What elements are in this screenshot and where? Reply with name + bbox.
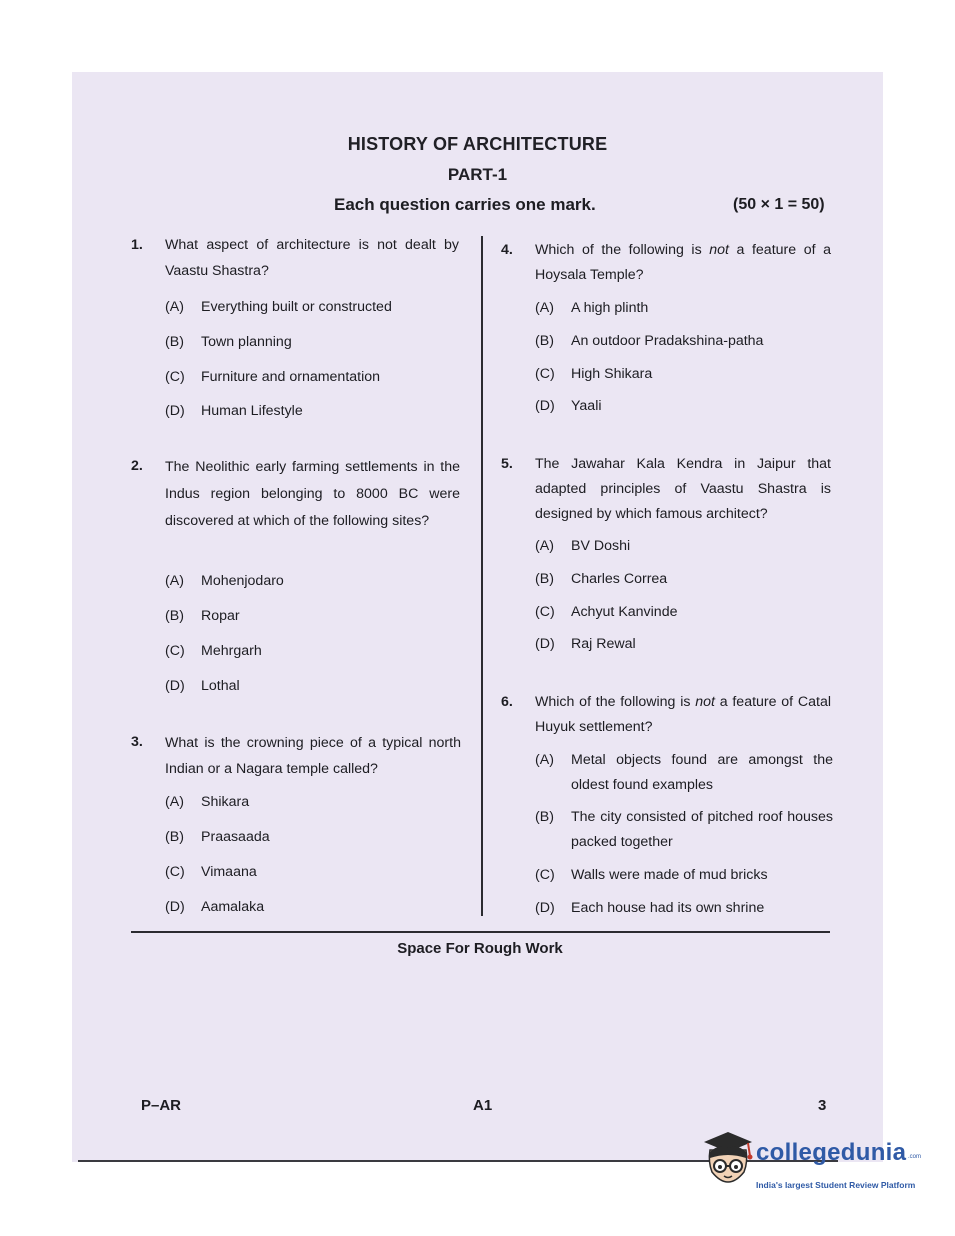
question-number: 4. [501,242,513,258]
question-text: What is the crowning piece of a typical north Indian or a Nagara temple called? [165,735,461,777]
student-mascot-icon [698,1130,756,1200]
option-label: (D) [165,678,185,694]
option-label: (C) [535,366,555,382]
option-label: (B) [165,608,184,624]
option-label: (C) [535,867,555,883]
option-label: (A) [165,794,184,810]
option-text: Metal objects found are amongst the oldest found examples [571,752,833,793]
option-text: Everything built or constructed [201,299,392,315]
option-text: Yaali [571,398,602,414]
question-number: 5. [501,456,513,472]
option-text: Achyut Kanvinde [571,604,678,620]
option-label: (A) [535,538,554,554]
option-text: Mehrgarh [201,643,262,659]
question-number: 1. [131,237,143,253]
option-label: (D) [165,403,185,419]
brand-tagline: India's largest Student Review Platform [756,1180,916,1190]
option-text: A high plinth [571,300,649,316]
question-number: 6. [501,694,513,710]
option-label: (A) [165,573,184,589]
question-text: What aspect of architecture is not dealt by Vaastu Shastra? [165,237,459,279]
option-label: (B) [535,809,554,825]
rough-work-heading: Space For Rough Work [397,940,563,957]
option-text: An outdoor Pradakshina-patha [571,333,764,349]
option-text: High Shikara [571,366,653,382]
option-label: (C) [535,604,555,620]
option-label: (B) [165,829,184,845]
question-text: Which of the following is not a feature of Catal Huyuk settlement? [535,694,831,735]
option-label: (B) [535,333,554,349]
question-text: The Neolithic early farming settlements in the Indus region belonging to 8000 BC were discovered at which of the following sites? [165,459,460,529]
option-text: Shikara [201,794,250,810]
section-divider [131,931,830,933]
option-label: (B) [165,334,184,350]
page-title: HISTORY OF ARCHITECTURE [347,134,608,154]
question-number: 3. [131,734,143,750]
option-label: (A) [535,752,554,768]
option-label: (D) [535,636,555,652]
option-text: Ropar [201,608,240,624]
option-text: The city consisted of pitched roof houses packed together [571,809,833,850]
option-text: Charles Correa [571,571,668,587]
page-number: 3 [818,1097,827,1114]
question-text: The Jawahar Kala Kendra in Jaipur that adapted principles of Vaastu Shastra is designed by which famous architect? [535,456,831,522]
brand-domain: .com [908,1154,922,1160]
question-text: Which of the following is not a feature of a Hoysala Temple? [535,242,831,283]
option-label: (D) [535,398,555,414]
column-divider [481,236,483,916]
collegedunia-logo [698,1130,928,1200]
option-label: (B) [535,571,554,587]
option-label: (A) [165,299,184,315]
option-text: Walls were made of mud bricks [571,867,768,883]
option-text: Each house had its own shrine [571,900,765,916]
option-text: Lothal [201,678,240,694]
option-label: (A) [535,300,554,316]
marks-scheme: (50 × 1 = 50) [733,196,825,213]
option-text: BV Doshi [571,538,631,554]
question-number: 2. [131,458,143,474]
option-text: Praasaada [201,829,270,845]
option-label: (C) [165,864,185,880]
option-text: Town planning [201,334,292,350]
footer-code: P–AR [141,1097,182,1114]
brand-name: collegedunia [756,1139,907,1166]
option-label: (C) [165,369,185,385]
part-heading: PART-1 [447,165,508,184]
footer-series: A1 [473,1097,493,1114]
instruction-text: Each question carries one mark. [334,195,596,214]
option-label: (D) [535,900,555,916]
option-text: Raj Rewal [571,636,636,652]
option-text: Vimaana [201,864,257,880]
option-text: Furniture and ornamentation [201,369,381,385]
option-text: Human Lifestyle [201,403,303,419]
option-text: Mohenjodaro [201,573,284,589]
option-label: (D) [165,899,185,915]
option-label: (C) [165,643,185,659]
option-text: Aamalaka [201,899,265,915]
